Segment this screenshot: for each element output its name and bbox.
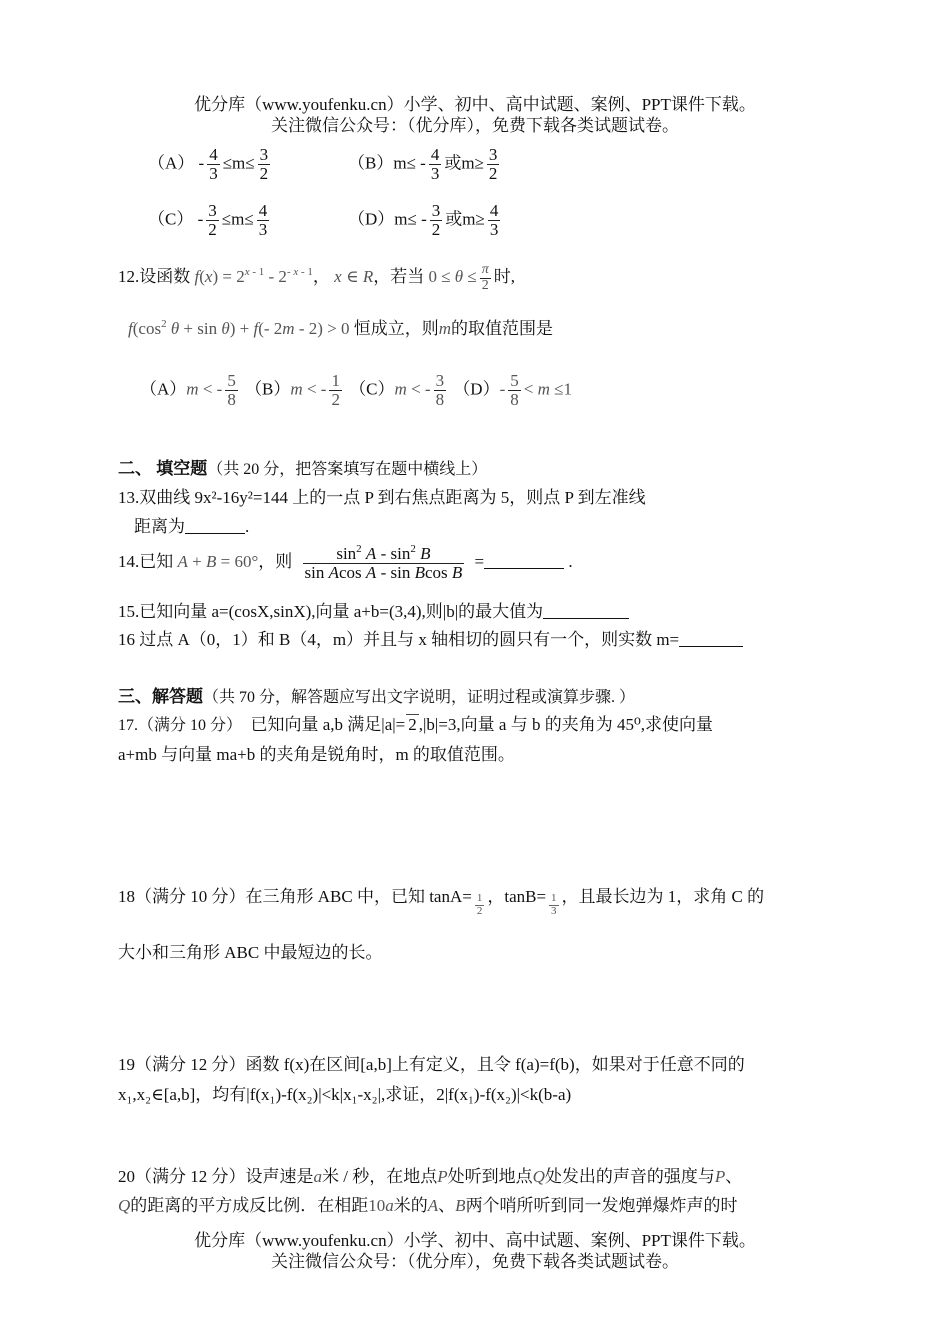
q13-line1: 13.双曲线 9x²-16y²=144 上的一点 P 到右焦点距离为 5，则点 P 到左准线 xyxy=(118,488,646,507)
q19-line2: x₁,x₂∈[a,b]，均有|f(x₁)-f(x₂)|<k|x₁-x₂|,求证，2|f(x₁)-f(x₂)|<k(b-a) xyxy=(118,1085,572,1104)
q11-option-b: （B）m≤ - $\frac{4}{3}$ 或m≥ $\frac{3}{2}$ xyxy=(348,145,498,183)
page-footer-line1: 优分库（www.youfenku.cn）小学、初中、高中试题、案例、PPT课件下载。 xyxy=(194,1231,756,1250)
q18-line2: 大小和三角形 ABC 中最短边的长。 xyxy=(118,943,383,962)
q20-line2: Q的距离的平方成反比例．在相距10a米的A、B两个哨所听到同一发炮弹爆炸声的时 xyxy=(118,1196,738,1215)
q12-options: （A）m < - $\frac{5}{8}$ （B）m < - $\frac{1}{2}$ （C）m < - $\frac{3}{8}$ （D）- $\frac{5}{8}$ < m ≤1 xyxy=(140,371,572,409)
q16: 16 过点 A（0，1）和 B（4，m）并且与 x 轴相切的圆只有一个，则实数 m= xyxy=(118,625,743,650)
q11-option-d: （D）m≤ - $\frac{3}{2}$ 或m≥ $\frac{4}{3}$ xyxy=(348,201,499,239)
page-header-line1: 优分库（www.youfenku.cn）小学、初中、高中试题、案例、PPT课件下载。 xyxy=(194,95,756,114)
page-footer-line2: 关注微信公众号：（优分库），免费下载各类试题试卷。 xyxy=(271,1252,679,1271)
section2-heading: 二、 填空题（共 20 分，把答案填写在题中横线上） xyxy=(118,459,488,478)
q17-line2: a+mb 与向量 ma+b 的夹角是锐角时，m 的取值范围。 xyxy=(118,745,515,764)
q18-line1: 18（满分 10 分）在三角形 ABC 中，已知 tanA= $\frac{1}{2}$ ，tanB= $\frac{1}{3}$ ，且最长边为 1，求角 C 的 xyxy=(118,887,765,917)
q14: 14.已知 A + B = 60°，则 $\frac{\sin^2 A - \sin^2 B}{\text{sin Acos A - sin Bcos B}}$ = . xyxy=(118,543,573,582)
q12-stem: 12.设函数 $f(x) = 2^{x - 1} - 2^{- x - 1}$， x ∈ R，若当 0 ≤ θ ≤ $\frac{\pi}{2}$ 时, xyxy=(118,261,516,293)
q17-line1: 17.（满分 10 分） 已知向量 a,b 满足|a|= 2 ,|b|=3,向量 a 与 b 的夹角为 45⁰,求使向量 xyxy=(118,715,714,734)
q11-option-a: （A） - $\frac{4}{3}$ ≤m≤ $\frac{3}{2}$ xyxy=(148,145,269,183)
q20-line1: 20（满分 12 分）设声速是a米 / 秒，在地点P处听到地点Q处发出的声音的强度与P、 xyxy=(118,1167,743,1186)
q19-line1: 19（满分 12 分）函数 f(x)在区间[a,b]上有定义，且令 f(a)=f(b)，如果对于任意不同的 xyxy=(118,1055,745,1074)
q15: 15.已知向量 a=(cosX,sinX),向量 a+b=(3,4),则|b|的最大值为 xyxy=(118,597,629,622)
section3-heading: 三、解答题（共 70 分，解答题应写出文字说明，证明过程或演算步骤. ） xyxy=(118,687,636,706)
page-header-line2: 关注微信公众号：（优分库），免费下载各类试题试卷。 xyxy=(271,116,679,135)
q12-condition: $f(\cos^2$ θ + sin θ) + f(- 2m - 2) > 0 恒成立，则m的取值范围是 xyxy=(128,318,554,338)
q13-line2: 距离为 . xyxy=(134,517,250,536)
q11-option-c: （C） - $\frac{3}{2}$ ≤m≤ $\frac{4}{3}$ xyxy=(148,201,268,239)
